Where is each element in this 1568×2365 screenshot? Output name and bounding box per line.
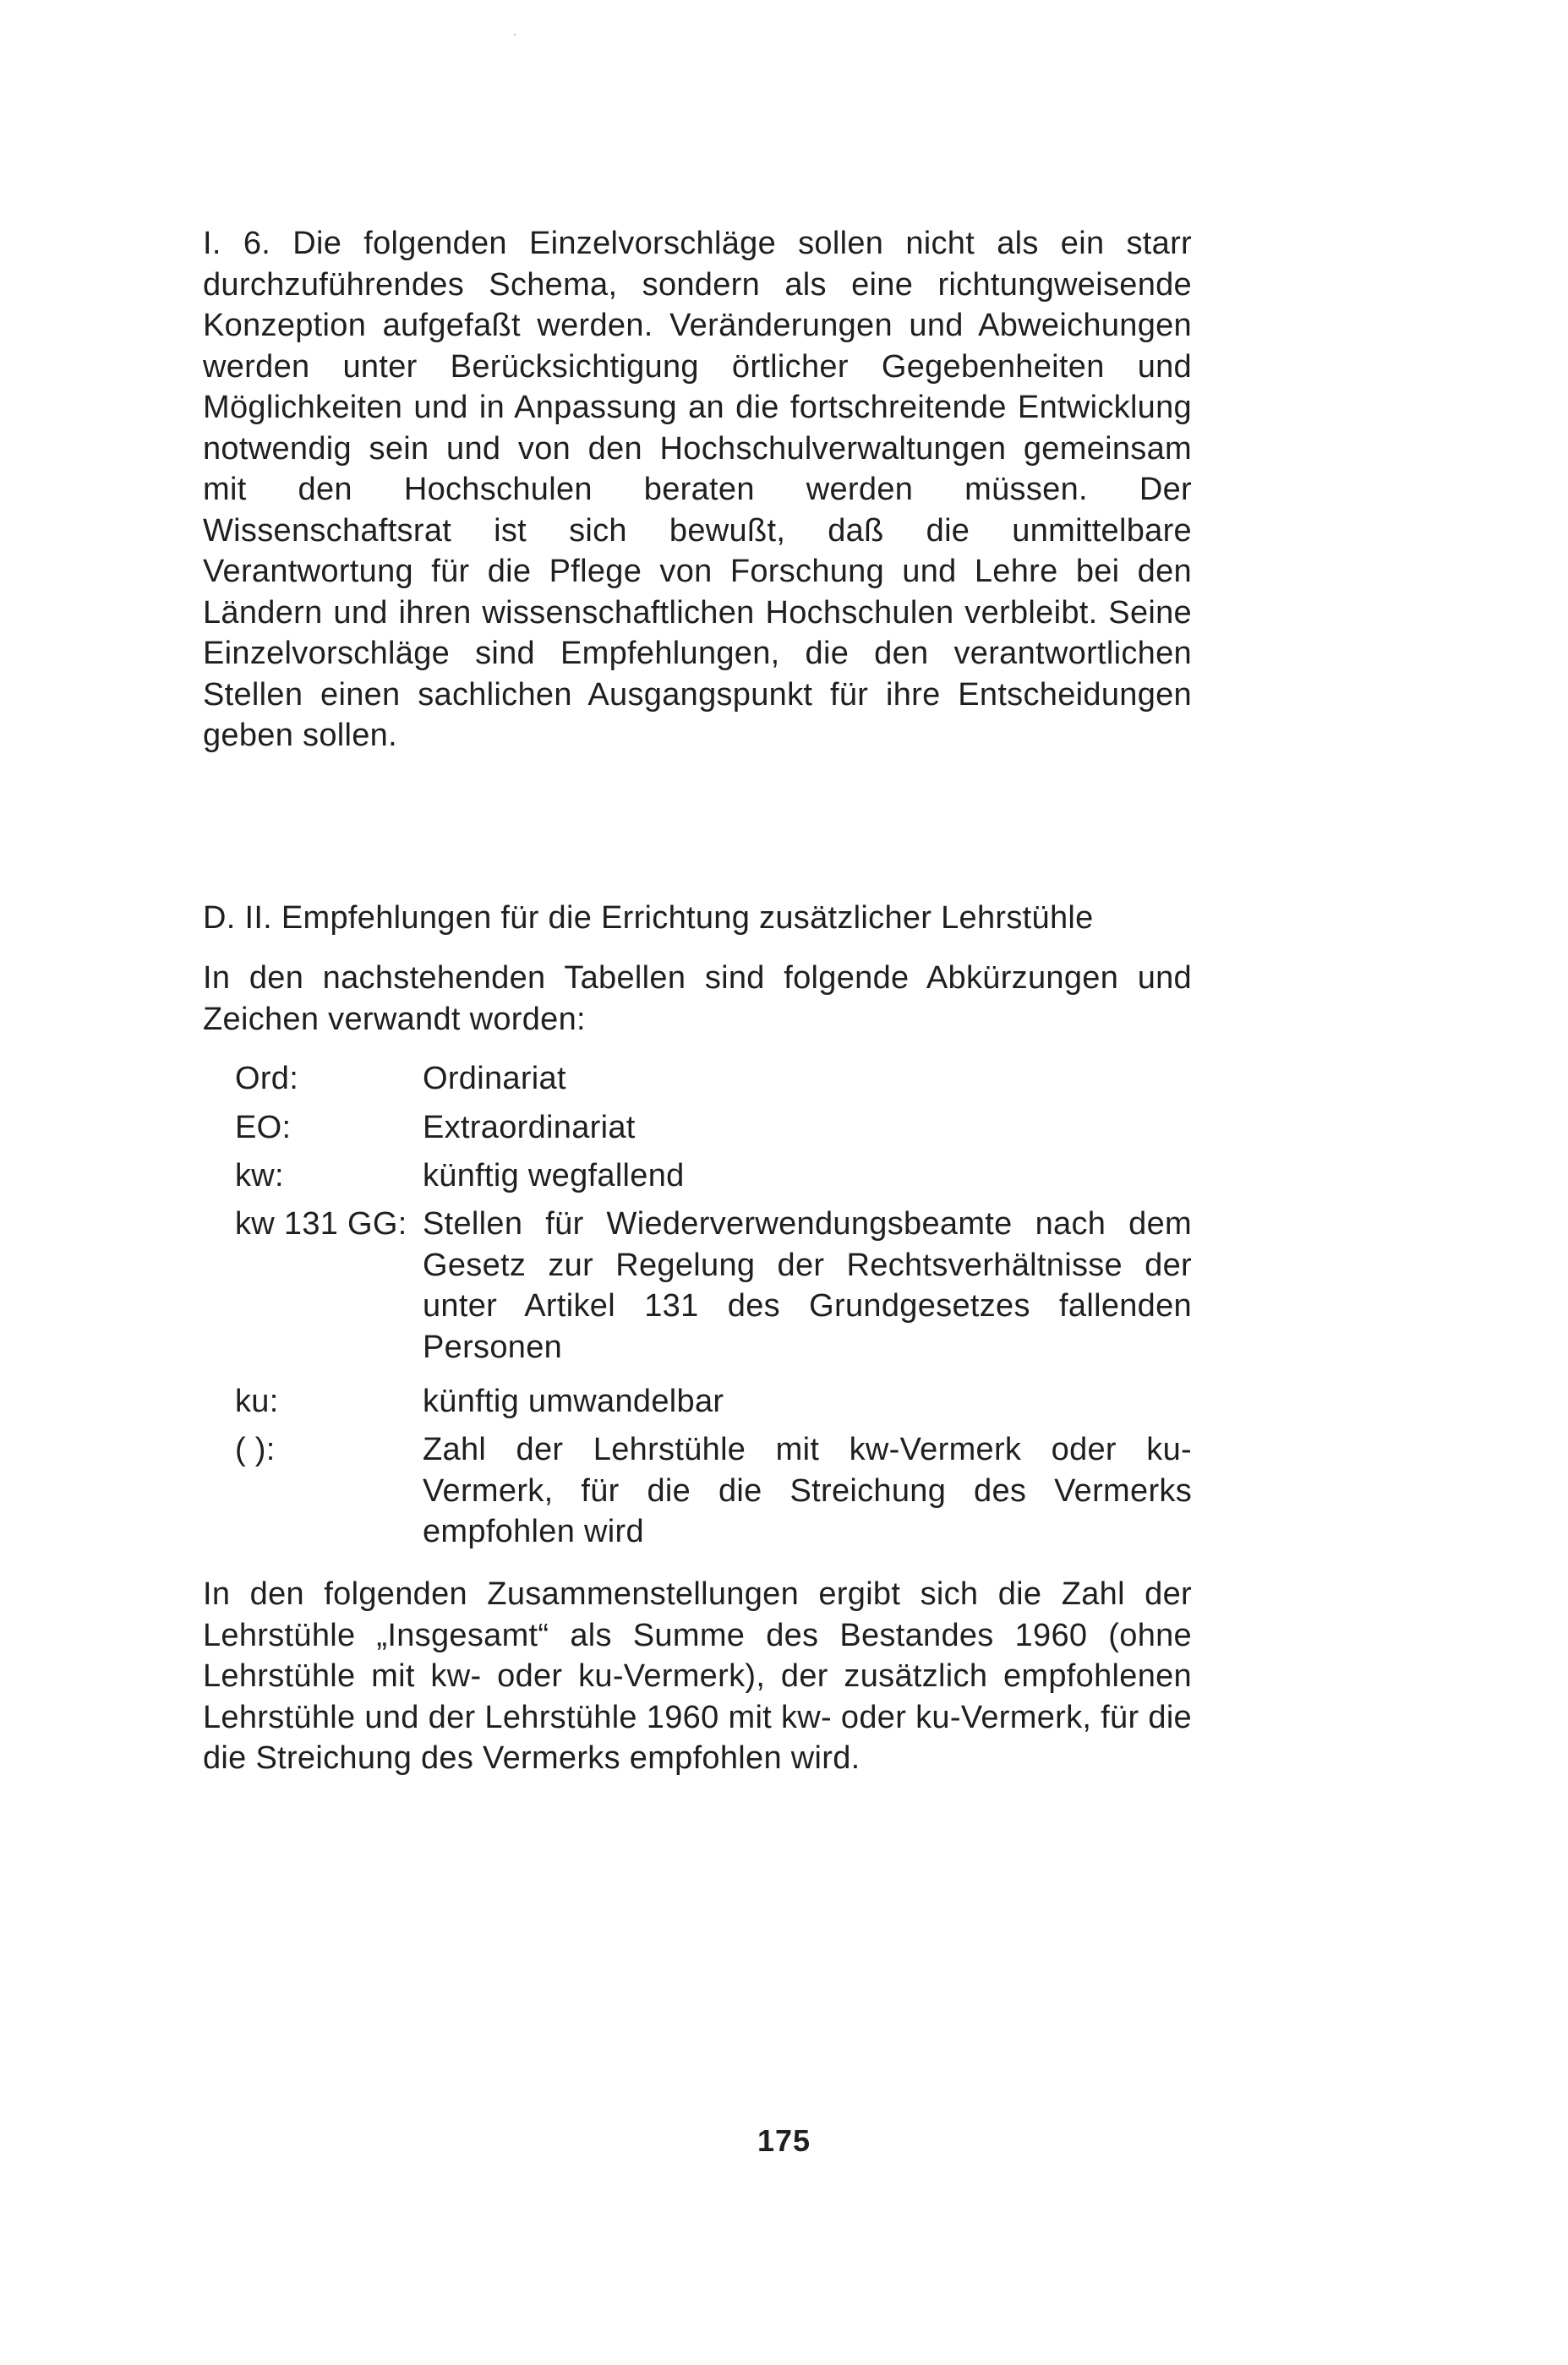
abbreviation-key: kw: — [235, 1158, 284, 1193]
scan-speck — [514, 34, 516, 36]
abbreviation-value: Extraordinariat — [423, 1110, 636, 1145]
abbreviation-key: Ord: — [235, 1061, 299, 1096]
page-number: 175 — [757, 2123, 811, 2158]
abbreviation-value: Stellen für Wiederverwendungsbeamte nach dem Gesetz zur Regelung der Rechtsverhältnisse der unter Artikel 131 des Grundgesetzes fallenden Personen — [423, 1206, 1192, 1365]
section-heading: D. II. Empfehlungen für die Errichtung zusätzlicher Lehrstühle — [203, 900, 1094, 936]
abbreviation-key: EO: — [235, 1110, 292, 1145]
abbreviations-intro-paragraph: In den nachstehenden Tabellen sind folgende Abkürzungen und Zeichen verwandt worden: — [203, 960, 1192, 1037]
abbreviation-key: kw 131 GG: — [235, 1206, 407, 1242]
abbreviation-value: Zahl der Lehrstühle mit kw-Vermerk oder ku-Vermerk, für die die Streichung des Vermerks empfohlen wird — [423, 1432, 1192, 1549]
abbreviation-value: künftig wegfallend — [423, 1158, 685, 1193]
abbreviation-value: Ordinariat — [423, 1061, 566, 1096]
section-intro-paragraph: I. 6. Die folgenden Einzelvorschläge sollen nicht als ein starr durchzuführendes Schema, sondern als eine richtungweisende Konzeption aufgefaßt werden. Veränderungen und Abweichungen werden unter Berücksichtigung örtlicher Gegebenheiten und Möglichkeiten und in Anpassung an die fortschreitende Entwicklung notwendig sein und von den Hochschulverwaltungen gemeinsam mit den Hochschulen beraten werden müssen. Der Wissenschaftsrat ist sich bewußt, daß die unmittelbare Verantwortung für die Pflege von Forschung und Lehre bei den Ländern und ihren wissenschaftlichen Hochschulen verbleibt. Seine Einzelvorschläge sind Empfehlungen, die den verantwortlichen Stellen einen sachlichen Ausgangspunkt für ihre Entscheidungen geben sollen. — [203, 226, 1192, 753]
summary-paragraph: In den folgenden Zusammenstellungen ergibt sich die Zahl der Lehrstühle „Insgesamt“ als Summe des Bestandes 1960 (ohne Lehrstühle mit kw- oder ku-Vermerk), der zusätzlich empfohlenen Lehrstühle und der Lehrstühle 1960 mit kw- oder ku-Vermerk, für die die Streichung des Vermerks empfohlen wird. — [203, 1576, 1192, 1776]
abbreviation-value: künftig umwandelbar — [423, 1384, 724, 1419]
abbreviation-key: ku: — [235, 1384, 279, 1419]
abbreviation-key: ( ): — [235, 1432, 276, 1467]
